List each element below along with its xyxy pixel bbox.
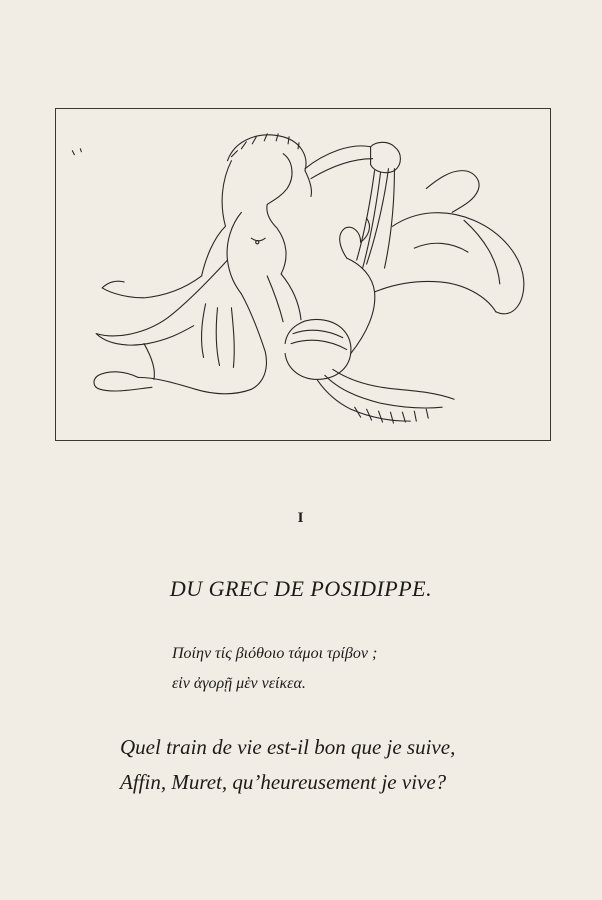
verse-line: Quel train de vie est-il bon que je suive,	[120, 735, 456, 759]
etching-two-nymphs-with-urn-icon	[56, 109, 550, 440]
illustration-plate	[55, 108, 551, 441]
greek-epigraph-line: εἰν ἀγορῇ μὲν νείκεα.	[172, 675, 306, 692]
greek-epigraph-line: Ποίην τίς βιόθοιο τάμοι τρίβον ;	[172, 645, 378, 662]
poem-title: DU GREC DE POSIDIPPE.	[169, 576, 433, 601]
verse-line: Affin, Muret, qu’heureusement je vive?	[120, 770, 447, 794]
chapter-numeral: I	[297, 510, 305, 526]
